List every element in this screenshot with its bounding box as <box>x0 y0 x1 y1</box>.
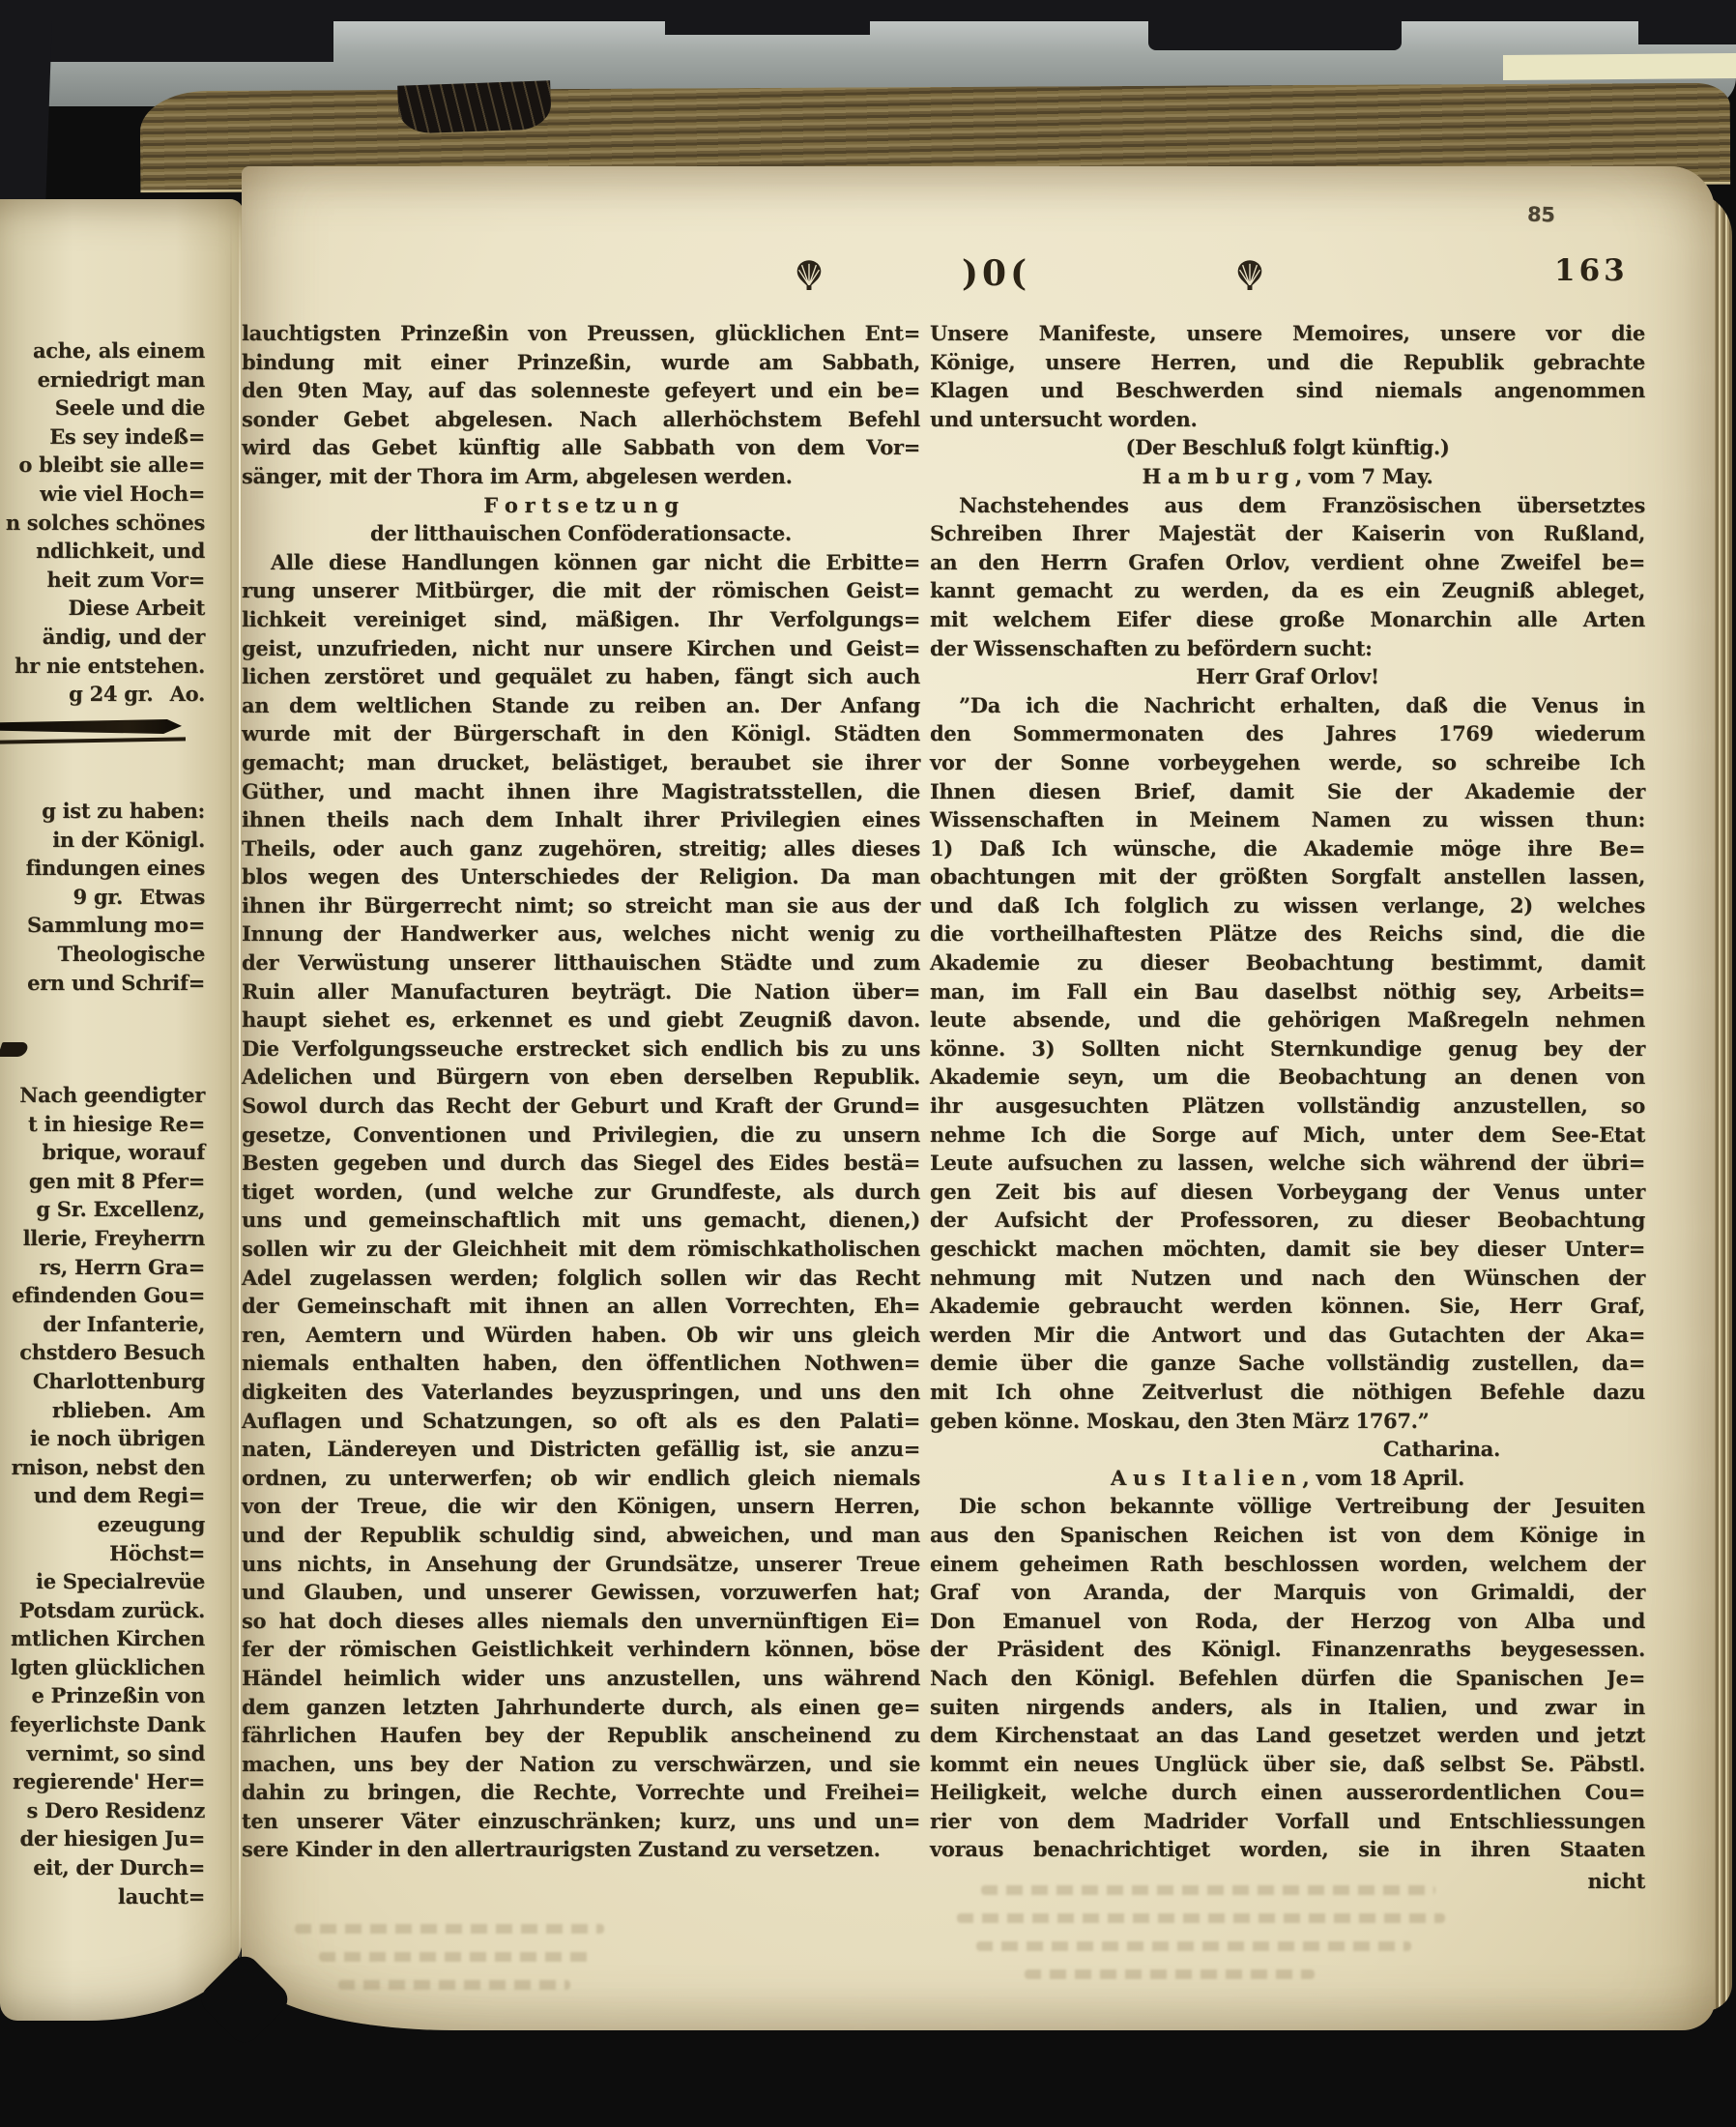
text-line: ten unserer Väter einzuschränken; kurz, uns und un= <box>242 1808 920 1833</box>
text-line: Akademie zu dieser Beobachtung bestimmt, damit <box>930 950 1645 976</box>
text-line: Könige, unsere Herren, und die Republik gebrachte <box>930 349 1645 374</box>
text-line: fährlichen Haufen bey der Republik anscheinend zu <box>242 1723 920 1748</box>
handwritten-folio-number: 85 <box>1526 202 1555 227</box>
text-line: 1) Daß Ich wünsche, die Akademie möge ihre Be= <box>930 835 1645 860</box>
text-line: Leute aufsuchen zu lassen, welche sich während der übri= <box>930 1151 1645 1176</box>
margin-text-line: Charlottenburg <box>32 1368 205 1393</box>
text-line: Auflagen und Schatzungen, so oft als es den Palati= <box>242 1408 920 1433</box>
text-line: die vortheilhaftesten Plätze des Reichs sind, die die <box>930 921 1645 947</box>
margin-text-line: g Sr. Excellenz, <box>36 1197 205 1222</box>
margin-text-line: Theologische <box>57 941 205 966</box>
text-line: Händel heimlich wider uns anzustellen, uns während <box>242 1665 920 1690</box>
text-line: bindung mit einer Prinzeßin, wurde am Sabbath, <box>242 349 920 374</box>
text-line: Theils, oder auch ganz zugehören, streitig; alles dieses <box>242 835 920 860</box>
text-line: haupt siehet es, erkennet es und giebt Zeugniß davon. <box>242 1007 920 1033</box>
text-line: Adelichen und Bürgern von eben derselben Republik. <box>242 1064 920 1090</box>
text-line: gen Zeit bis auf diesen Vorbeygang der Venus unter <box>930 1179 1645 1204</box>
text-line: H a m b u r g , vom 7 May. <box>1142 463 1433 488</box>
margin-text-line: chstdero Besuch <box>19 1340 205 1365</box>
text-line: Die Verfolgungsseuche erstrecket sich endlich bis zu uns <box>242 1035 920 1061</box>
margin-text-line: und dem Regi= <box>33 1483 205 1508</box>
margin-text-line: der hiesigen Ju= <box>19 1826 205 1851</box>
text-line: ”Da ich die Nachricht erhalten, daß die Venus in <box>959 692 1645 717</box>
text-line: Catharina. <box>1382 1437 1500 1462</box>
text-line: der litthauischen Conföderationsacte. <box>370 521 792 546</box>
margin-text-line: Sammlung mo= <box>27 913 205 938</box>
text-line: aus den Spanischen Reichen ist von dem Könige in <box>930 1522 1645 1547</box>
text-line: Besten gegeben und durch das Siegel des Eides bestä= <box>242 1151 920 1176</box>
text-line: Don Emanuel von Roda, der Herzog von Alba und <box>930 1608 1645 1633</box>
margin-text-line: rnison, nebst den <box>11 1454 205 1479</box>
text-line: sere Kinder in den allertraurigsten Zustand zu versetzen. <box>242 1837 881 1862</box>
text-line: Heiligkeit, welche durch einen ausserordentlichen Cou= <box>930 1780 1645 1805</box>
text-line: dem Kirchenstaat an das Land gesetzet werden und jetzt <box>930 1723 1645 1748</box>
text-line: nicht <box>1587 1869 1645 1894</box>
margin-text-line: hr nie entstehen. <box>14 653 205 678</box>
margin-text-line: e Prinzeßin von <box>31 1683 205 1708</box>
text-line: ordnen, zu unterwerfen; ob wir endlich gleich niemals <box>242 1465 920 1490</box>
margin-text-line: ie Specialrevüe <box>36 1569 205 1594</box>
margin-text-line: lgten glücklichen <box>10 1654 205 1679</box>
text-line: digkeiten des Vaterlandes beyzuspringen, und uns den <box>242 1379 920 1404</box>
fleuron-icon <box>795 259 824 290</box>
text-line: naten, Ländereyen und Districten gefällig ist, sie anzu= <box>242 1437 920 1462</box>
margin-text-line: der Infanterie, <box>43 1311 205 1336</box>
gutter-fold-highlight <box>239 205 241 1994</box>
text-line: uns nichts, in Ansehung der Grundsätze, unserer Treue <box>242 1551 920 1576</box>
margin-text-line: ändig, und der <box>42 624 205 649</box>
text-line: leute absende, und die gehörigen Maßregeln nehmen <box>930 1007 1645 1033</box>
text-line: suiten nirgends anders, als in Italien, und zwar in <box>930 1694 1645 1719</box>
text-line: Innung der Handwerker aus, welches nicht wenig zu <box>242 921 920 947</box>
text-line: geist, unzufrieden, nicht nur unsere Kirchen und Geist= <box>242 635 920 660</box>
text-line: so hat doch dieses alles niemals den unvernünftigen Ei= <box>242 1608 920 1633</box>
header-ornament-mark: )0( <box>962 253 1031 294</box>
text-line: von der Treue, die wir den Königen, unsern Herren, <box>242 1494 920 1519</box>
text-line: Ihnen diesen Brief, damit Sie der Akademie der <box>930 778 1645 803</box>
text-line: kommt ein neues Unglück über sie, daß selbst Se. Päbstl. <box>930 1751 1645 1776</box>
text-line: Akademie gebraucht werden können. Sie, Herr Graf, <box>930 1294 1645 1319</box>
text-line: an den Herrn Grafen Orlov, verdient ohne Zweifel be= <box>930 549 1645 574</box>
text-line: Alle diese Handlungen können gar nicht die Erbitte= <box>271 549 920 574</box>
text-line: lauchtigsten Prinzeßin von Preussen, glücklichen Ent= <box>242 321 920 345</box>
text-line: der Verwüstung unserer litthauischen Städte und zum <box>242 950 920 976</box>
text-line: Güther, und macht ihnen ihre Magistratsstellen, die <box>242 778 920 803</box>
text-line: kannt gemacht zu werden, da es ein Zeugniß ableget, <box>930 578 1645 603</box>
margin-fragment-group <box>0 336 205 709</box>
text-line: geschickt machen möchten, damit sie bey dieser Unter= <box>930 1237 1645 1261</box>
margin-text-line: efindenden Gou= <box>12 1283 205 1308</box>
bleedthrough-text <box>976 1941 1411 1951</box>
text-line: F o r t s e tz u n g <box>483 492 679 517</box>
margin-text-line: o bleibt sie alle= <box>18 452 205 478</box>
margin-text-line: rs, Herrn Gra= <box>39 1254 205 1279</box>
margin-text-line: wie viel Hoch= <box>40 481 205 506</box>
margin-text-line: llerie, Freyherrn <box>22 1225 205 1250</box>
margin-text-line: g ist zu haben: <box>42 799 205 823</box>
text-line: der Präsident des Königl. Finanzenraths beygesessen. <box>930 1637 1645 1662</box>
text-line: blos wegen des Unterschiedes der Religion. Da man <box>242 864 920 889</box>
margin-text-line: findungen eines <box>25 856 205 881</box>
text-line: sänger, mit der Thora im Arm, abgelesen werden. <box>242 463 793 488</box>
margin-text-line: Nach geendigter <box>19 1083 205 1107</box>
text-line: sonder Gebet abgelesen. Nach allerhöchstem Befehl <box>242 406 920 431</box>
text-line: ihnen ihr Bürgerrecht nimt; so streicht man sie aus der <box>242 892 920 918</box>
text-line: ren, Aemtern und Würden haben. Ob wir uns gleich <box>242 1322 920 1347</box>
margin-fragment-group <box>0 1081 205 1910</box>
margin-text-line: t in hiesige Re= <box>28 1111 205 1136</box>
text-line: gesetze, Conventionen und Privilegien, die zu unsern <box>242 1122 920 1147</box>
text-line: Sowol durch das Recht der Geburt und Kraft der Grund= <box>242 1093 920 1119</box>
gutter-fold-line <box>230 205 232 1994</box>
bleedthrough-text <box>957 1913 1445 1923</box>
margin-text-line: ern und Schrif= <box>27 970 205 995</box>
text-line: Die schon bekannte völlige Vertreibung der Jesuiten <box>959 1494 1645 1519</box>
text-line: Unsere Manifeste, unsere Memoires, unsere vor die <box>930 321 1645 345</box>
margin-text-line: ache, als einem <box>32 338 205 363</box>
text-line: Wissenschaften in Meinem Namen zu wissen thun: <box>930 807 1645 832</box>
text-line: nehmung mit Nutzen und nach den Wünschen der <box>930 1265 1645 1290</box>
text-line: an dem weltlichen Stande zu reiben an. Der Anfang <box>242 692 920 717</box>
margin-text-line: Diese Arbeit <box>68 596 205 621</box>
margin-text-line: heit zum Vor= <box>46 567 205 592</box>
margin-text-line: s Dero Residenz <box>26 1797 205 1822</box>
text-line: Nach den Königl. Befehlen dürfen die Spanischen Je= <box>930 1665 1645 1690</box>
text-line: nehme Ich die Sorge auf Mich, unter dem See-Etat <box>930 1122 1645 1147</box>
text-line: den 9ten May, auf das solenneste gefeyert und ein be= <box>242 378 920 403</box>
text-line: und Glauben, und unserer Gewissen, vorzuwerfen hat; <box>242 1580 920 1605</box>
text-line: vor der Sonne vorbeygehen werde, so schreibe Ich <box>930 749 1645 774</box>
margin-text-line: vernimt, so sind <box>26 1740 205 1765</box>
fleuron-icon <box>1235 259 1264 290</box>
bleedthrough-text <box>319 1952 594 1962</box>
text-line: Nachstehendes aus dem Französischen übersetztes <box>959 492 1645 517</box>
bleedthrough-text <box>338 1980 570 1990</box>
margin-text-line: regierende' Her= <box>13 1769 205 1794</box>
text-line: wurde mit der Bürgerschaft in den Königl. Städten <box>242 721 920 746</box>
text-line: tiget worden, (und welche zur Grundfeste, als durch <box>242 1179 920 1204</box>
text-line: Herr Graf Orlov! <box>1196 664 1379 689</box>
text-line: rier von dem Madrider Vorfall und Entschliessungen <box>930 1808 1645 1833</box>
bleedthrough-text <box>1025 1969 1315 1979</box>
text-line: könne. 3) Sollten nicht Sternkundige genug bey der <box>930 1035 1645 1061</box>
text-line: dahin zu bringen, die Rechte, Vorrechte und Freihei= <box>242 1780 920 1805</box>
text-line: Adel zugelassen werden; folglich sollen wir das Recht <box>242 1265 920 1290</box>
margin-text-line: ezeugung Höchst= <box>97 1511 205 1565</box>
text-line: lichen zerstöret und gequälet zu haben, fängt sich auch <box>242 664 920 689</box>
headband-stitches <box>397 80 552 133</box>
margin-text-line: ndlichkeit, und <box>36 539 205 564</box>
bleedthrough-text <box>981 1885 1435 1895</box>
margin-text-line: brique, worauf <box>42 1140 205 1165</box>
text-line: uns und gemeinschaftlich mit uns gemacht, dienen,) <box>242 1208 920 1233</box>
margin-text-line: ie noch übrigen <box>29 1426 205 1451</box>
text-line: werden Mir die Antwort und das Gutachten der Aka= <box>930 1322 1645 1347</box>
text-line: A u s I t a l i e n , vom 18 April. <box>1110 1465 1465 1490</box>
text-line: mit Ich ohne Zeitverlust die nöthigen Befehle dazu <box>930 1379 1645 1404</box>
text-line: Ruin aller Manufacturen beyträgt. Die Nation über= <box>242 978 920 1004</box>
text-line: Akademie seyn, um die Beobachtung an denen von <box>930 1064 1645 1090</box>
text-line: ihnen theils nach dem Inhalt ihrer Privilegien eines <box>242 807 920 832</box>
text-line: niemals enthalten haben, den öffentlichen Nothwen= <box>242 1351 920 1376</box>
margin-text-line: gen mit 8 Pfer= <box>28 1168 205 1193</box>
text-line: (Der Beschluß folgt künftig.) <box>1125 435 1450 460</box>
text-line: sollen wir zu der Gleichheit mit dem römischkatholischen <box>242 1237 920 1261</box>
margin-text-line: n solches schönes <box>5 510 205 535</box>
margin-text-line: rblieben. Am <box>51 1397 205 1422</box>
margin-text-line: 9 gr. Etwas <box>72 884 205 909</box>
background-top-strip <box>0 0 1736 21</box>
margin-text-line: Es sey indeß= <box>49 423 205 449</box>
page-edge-highlight <box>1503 53 1736 80</box>
text-line: und daß Ich folglich zu wissen verlange, 2) welches <box>930 892 1645 918</box>
text-line: geben könne. Moskau, den 3ten März 1767.” <box>930 1408 1430 1433</box>
text-line: mit welchem Eifer diese große Monarchin alle Arten <box>930 606 1645 631</box>
text-line: voraus benachrichtiget worden, sie in ihren Staaten <box>930 1837 1645 1862</box>
text-line: rung unserer Mitbürger, die mit der römischen Geist= <box>242 578 920 603</box>
margin-text-line: Potsdam zurück. <box>18 1597 205 1622</box>
margin-text-line: g 24 gr. Ao. <box>69 682 205 707</box>
text-line: lichkeit vereiniget sind, mäßigen. Ihr Verfolgungs= <box>242 606 920 631</box>
bleedthrough-text <box>295 1924 604 1934</box>
margin-text-line: eit, der Durch= <box>33 1855 205 1880</box>
text-line: ihr ausgesuchten Plätzen vollständig anzustellen, so <box>930 1093 1645 1119</box>
margin-text-line: erniedrigt man <box>37 366 205 392</box>
text-line: wird das Gebet künftig alle Sabbath von dem Vor= <box>242 435 920 460</box>
page-number: 163 <box>1554 253 1629 288</box>
text-line: Graf von Aranda, der Marquis von Grimaldi, der <box>930 1580 1645 1605</box>
margin-fragment-group <box>0 797 205 997</box>
text-line: einem geheimen Rath beschlossen worden, welchem der <box>930 1551 1645 1576</box>
text-line: demie über die ganze Sache vollständig zustellen, da= <box>930 1351 1645 1376</box>
margin-text-line: mtlichen Kirchen <box>10 1626 205 1651</box>
text-line: den Sommermonaten des Jahres 1769 wiederum <box>930 721 1645 746</box>
text-line: dem ganzen letzten Jahrhunderte durch, als einen ge= <box>242 1694 920 1719</box>
text-column-left <box>242 319 920 1864</box>
text-line: obachtungen mit der größten Sorgfalt anstellen lassen, <box>930 864 1645 889</box>
margin-text-line: in der Königl. <box>52 827 205 852</box>
text-line: der Aufsicht der Professoren, zu dieser Beobachtung <box>930 1208 1645 1233</box>
margin-text-line: feyerlichste Dank <box>10 1712 205 1737</box>
text-line: der Wissenschaften zu befördern sucht: <box>930 635 1373 660</box>
text-line: Klagen und Beschwerden sind niemals angenommen <box>930 378 1645 403</box>
text-line: fer der römischen Geistlichkeit verhindern können, böse <box>242 1637 920 1662</box>
text-line: der Gemeinschaft mit ihnen an allen Vorrechten, Eh= <box>242 1294 920 1319</box>
text-line: Schreiben Ihrer Majestät der Kaiserin von Rußland, <box>930 521 1645 546</box>
text-column-right <box>930 319 1645 1896</box>
text-line: gemacht; man drucket, belästiget, beraubet sie ihrer <box>242 749 920 774</box>
text-line: und der Republik schuldig sind, abweichen, und man <box>242 1522 920 1547</box>
margin-text-line: Seele und die <box>54 395 205 421</box>
margin-text-line: laucht= <box>117 1883 205 1908</box>
text-line: und untersucht worden. <box>930 406 1198 431</box>
text-line: man, im Fall ein Bau daselbst nöthig sey, Arbeits= <box>930 978 1645 1004</box>
text-line: machen, uns bey der Nation zu verschwärzen, und sie <box>242 1751 920 1776</box>
